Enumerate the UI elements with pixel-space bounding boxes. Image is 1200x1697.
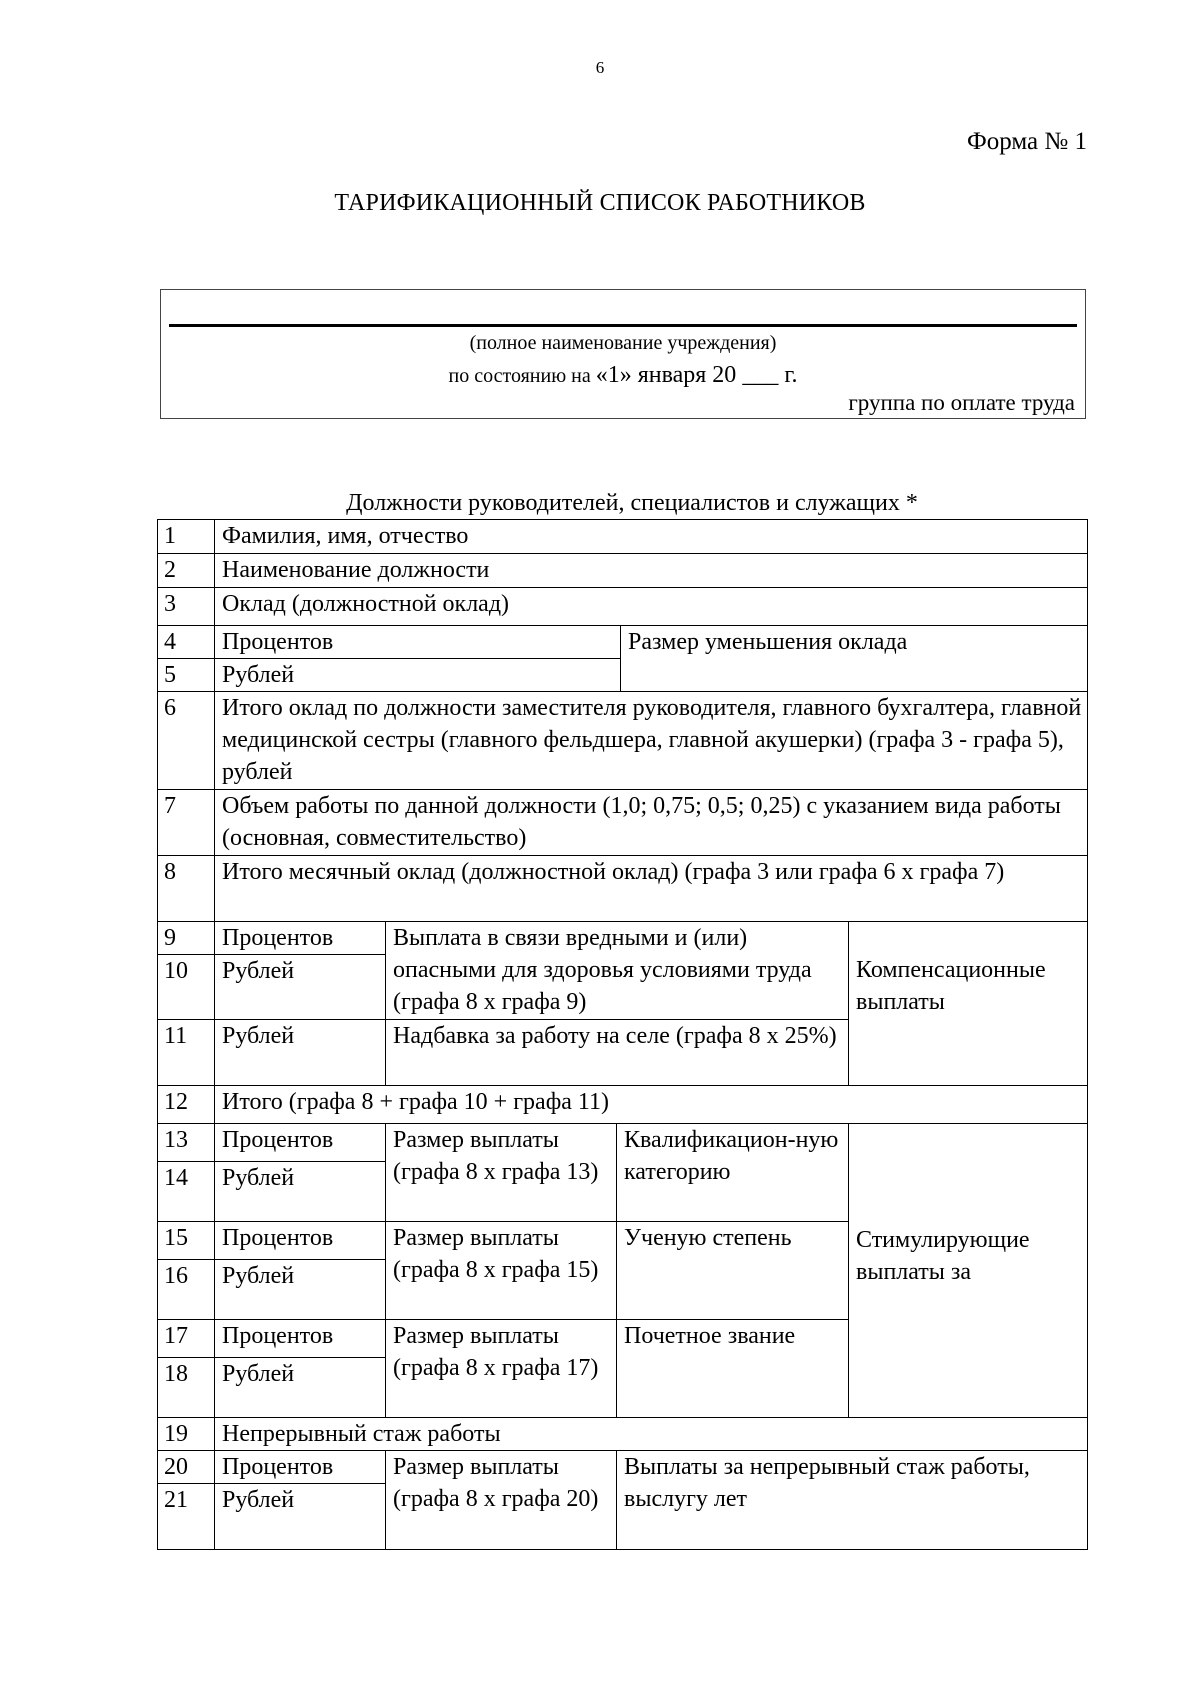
row-number: 17	[158, 1320, 215, 1358]
form-number: Форма № 1	[967, 128, 1087, 155]
pay-group-label: группа по оплате труда	[848, 390, 1075, 415]
table-caption-text: Должности руководителей, специалистов и служащих *	[346, 490, 918, 516]
row-label: Рублей	[215, 1358, 386, 1418]
organization-box	[160, 289, 1086, 419]
row-label: Рублей	[215, 1484, 386, 1550]
table-row	[158, 626, 1088, 659]
row-label: Процентов	[215, 1124, 386, 1162]
row-label: Рублей	[215, 1020, 386, 1086]
row-number: 7	[158, 790, 215, 856]
document-title: ТАРИФИКАЦИОННЫЙ СПИСОК РАБОТНИКОВ	[334, 190, 866, 216]
row-label: Объем работы по данной должности (1,0; 0,75; 0,5; 0,25) с указанием вида работы (основная, совместительство)	[215, 790, 1088, 856]
row-label: Итого месячный оклад (должностной оклад) (графа 3 или графа 6 х графа 7)	[215, 856, 1088, 922]
row-description: Размер выплаты (графа 8 х графа 13)	[386, 1124, 617, 1222]
row-number: 13	[158, 1124, 215, 1162]
table-row	[158, 856, 1088, 922]
row-number: 5	[158, 659, 215, 692]
row-number: 3	[158, 588, 215, 626]
date-day: «1» января 20	[595, 362, 737, 388]
compensation-label: Компенсационные выплаты	[849, 922, 1088, 1086]
row-number: 2	[158, 554, 215, 588]
row-number: 1	[158, 520, 215, 554]
row-description: Выплата в связи вредными и (или) опасными для здоровья условиями труда (графа 8 х графа 9)	[386, 922, 849, 1020]
row-number: 8	[158, 856, 215, 922]
tariff-table	[157, 519, 1088, 1550]
row-category: Выплаты за непрерывный стаж работы, выслугу лет	[617, 1451, 1088, 1550]
row-category: Квалификацион-ную категорию	[617, 1124, 849, 1222]
table-caption	[0, 490, 1200, 517]
row-number: 11	[158, 1020, 215, 1086]
table-row	[158, 554, 1088, 588]
row-label: Непрерывный стаж работы	[215, 1418, 1088, 1451]
row-description: Надбавка за работу на селе (графа 8 х 25%)	[386, 1020, 849, 1086]
organization-name-line	[169, 324, 1077, 327]
row-label: Рублей	[215, 1260, 386, 1320]
row-description: Размер уменьшения оклада	[621, 626, 1088, 692]
row-label: Рублей	[215, 1162, 386, 1222]
row-number: 20	[158, 1451, 215, 1484]
row-category: Ученую степень	[617, 1222, 849, 1320]
stimulating-label: Стимулирующие выплаты за	[849, 1124, 1088, 1418]
row-number: 10	[158, 955, 215, 1020]
row-number: 15	[158, 1222, 215, 1260]
row-category: Почетное звание	[617, 1320, 849, 1418]
row-number: 12	[158, 1086, 215, 1124]
row-number: 18	[158, 1358, 215, 1418]
date-line	[161, 362, 1085, 389]
row-label: Оклад (должностной оклад)	[215, 588, 1088, 626]
row-number: 21	[158, 1484, 215, 1550]
row-label: Процентов	[215, 626, 621, 659]
table-row	[158, 1418, 1088, 1451]
row-description: Размер выплаты (графа 8 х графа 20)	[386, 1451, 617, 1550]
row-description: Размер выплаты (графа 8 х графа 17)	[386, 1320, 617, 1418]
table-row	[158, 1451, 1088, 1484]
organization-caption: (полное наименование учреждения)	[469, 332, 777, 354]
date-prefix: по состоянию на	[448, 365, 596, 387]
table-row	[158, 692, 1088, 790]
row-number: 4	[158, 626, 215, 659]
table-row	[158, 1086, 1088, 1124]
row-label: Процентов	[215, 1320, 386, 1358]
table-row	[158, 588, 1088, 626]
row-label: Рублей	[215, 955, 386, 1020]
row-label: Наименование должности	[215, 554, 1088, 588]
table-row	[158, 1124, 1088, 1162]
page-number: 6	[595, 58, 605, 77]
row-number: 16	[158, 1260, 215, 1320]
row-label: Итого оклад по должности заместителя руководителя, главного бухгалтера, главной медицинской сестры (главного фельдшера, главной акушерки) (графа 3 - графа 5), рублей	[215, 692, 1088, 790]
row-label: Фамилия, имя, отчество	[215, 520, 1088, 554]
row-label: Процентов	[215, 1451, 386, 1484]
row-number: 14	[158, 1162, 215, 1222]
row-label: Итого (графа 8 + графа 10 + графа 11)	[215, 1086, 1088, 1124]
row-number: 9	[158, 922, 215, 955]
row-label: Процентов	[215, 1222, 386, 1260]
row-number: 19	[158, 1418, 215, 1451]
table-row	[158, 520, 1088, 554]
row-description: Размер выплаты (графа 8 х графа 15)	[386, 1222, 617, 1320]
table-row	[158, 790, 1088, 856]
date-blank: ___	[736, 362, 785, 388]
table-row	[158, 922, 1088, 955]
row-number: 6	[158, 692, 215, 790]
date-suffix: г.	[784, 362, 798, 388]
row-label: Рублей	[215, 659, 621, 692]
row-label: Процентов	[215, 922, 386, 955]
